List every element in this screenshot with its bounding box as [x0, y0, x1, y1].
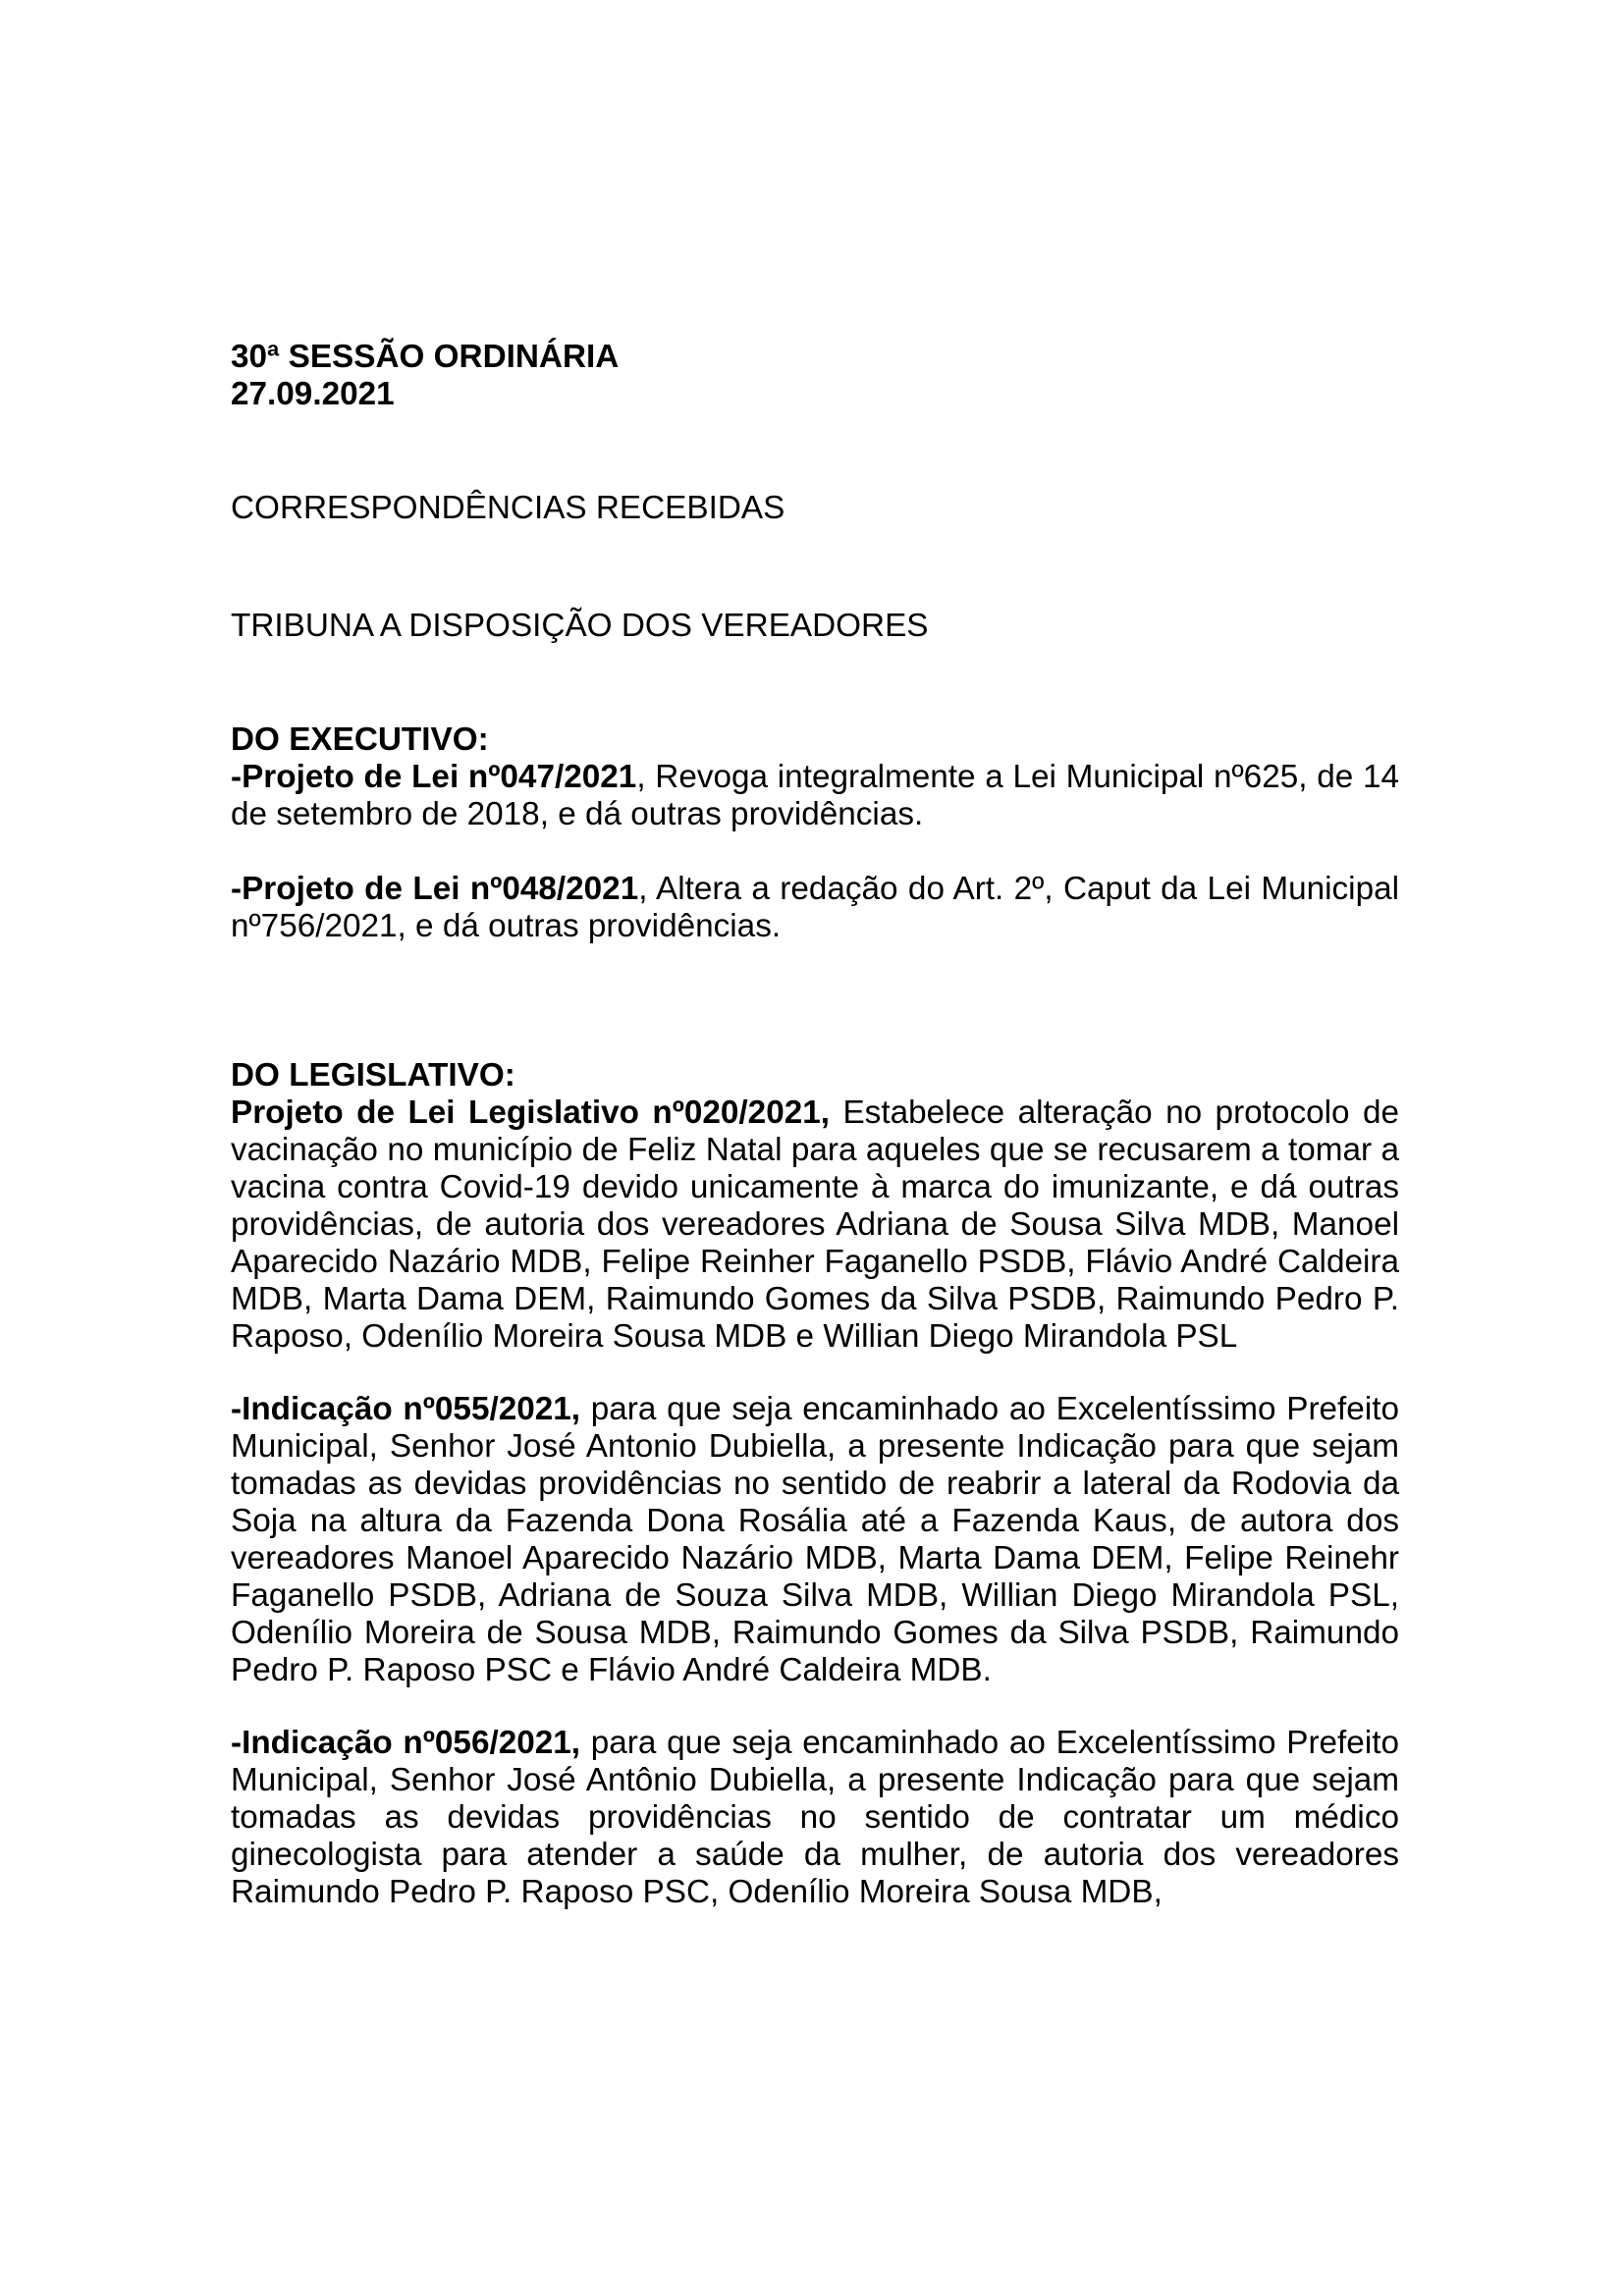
session-title: 30ª SESSÃO ORDINÁRIA — [231, 339, 620, 375]
paragraph-indicacao-055 — [231, 1391, 1399, 1689]
section-tribuna: TRIBUNA A DISPOSIÇÃO DOS VEREADORES — [231, 608, 929, 644]
legislativo-heading: DO LEGISLATIVO: — [231, 1057, 515, 1094]
section-correspondencias: CORRESPONDÊNCIAS RECEBIDAS — [231, 490, 785, 526]
paragraph-body: Estabelece alteração no protocolo de vacinação no município de Feliz Natal para aqueles que se recusarem a tomar a vacina contra Covid-19 devido unicamente à marca do imunizante, e dá outras providências, de autoria dos vereadores Adriana de Sousa Silva MDB, Manoel Aparecido Nazário MDB, Felipe Reinher Faganello PSDB, Flávio André Caldeira MDB, Marta Dama DEM, Raimundo Gomes da Silva PSDB, Raimundo Pedro P. Raposo, Odenílio Moreira Sousa MDB e Willian Diego Mirandola PSL — [231, 1095, 1400, 1355]
section-legislativo — [231, 1057, 1399, 1911]
paragraph-body: , Altera a redação do Art. 2º, Caput da Lei Municipal nº756/2021, e dá outras providências. — [231, 871, 1400, 944]
title-block — [231, 339, 1399, 413]
section-executivo — [231, 721, 1399, 945]
paragraph-body: , Revoga integralmente a Lei Municipal nº625, de 14 de setembro de 2018, e dá outras providências. — [231, 759, 1400, 832]
paragraph-body: para que seja encaminhado ao Excelentíssimo Prefeito Municipal, Senhor José Antonio Dubiella, a presente Indicação para que sejam tomadas as devidas providências no sentido de reabrir a lateral da Rodovia da Soja na altura da Fazenda Dona Rosália até a Fazenda Kaus, de autora dos vereadores Manoel Aparecido Nazário MDB, Marta Dama DEM, Felipe Reinehr Faganello PSDB, Adriana de Souza Silva MDB, Willian Diego Mirandola PSL, Odenílio Moreira de Sousa MDB, Raimundo Gomes da Silva PSDB, Raimundo Pedro P. Raposo PSC e Flávio André Caldeira MDB. — [231, 1391, 1399, 1688]
paragraph-lead: -Indicação nº056/2021, — [231, 1725, 581, 1761]
paragraph-body: para que seja encaminhado ao Excelentíssimo Prefeito Municipal, Senhor José Antônio Dubiella, a presente Indicação para que sejam tomadas as devidas providências no sentido de contratar um médico ginecologista para atender a saúde da mulher, de autoria dos vereadores Raimundo Pedro P. Raposo PSC, Odenílio Moreira Sousa MDB, — [231, 1725, 1399, 1910]
paragraph-lead: Projeto de Lei Legislativo nº020/2021, — [231, 1095, 831, 1131]
paragraph-lead: -Projeto de Lei nº048/2021 — [231, 871, 639, 907]
paragraph-lead: -Indicação nº055/2021, — [231, 1391, 581, 1427]
paragraph-lead: -Projeto de Lei nº047/2021 — [231, 759, 637, 795]
session-date: 27.09.2021 — [231, 376, 395, 412]
paragraph-projeto-048 — [231, 871, 1399, 945]
executivo-heading: DO EXECUTIVO: — [231, 721, 489, 758]
paragraph-indicacao-056 — [231, 1725, 1399, 1911]
paragraph-projeto-047 — [231, 759, 1399, 833]
paragraph-projeto-lei-legislativo-020 — [231, 1095, 1399, 1356]
